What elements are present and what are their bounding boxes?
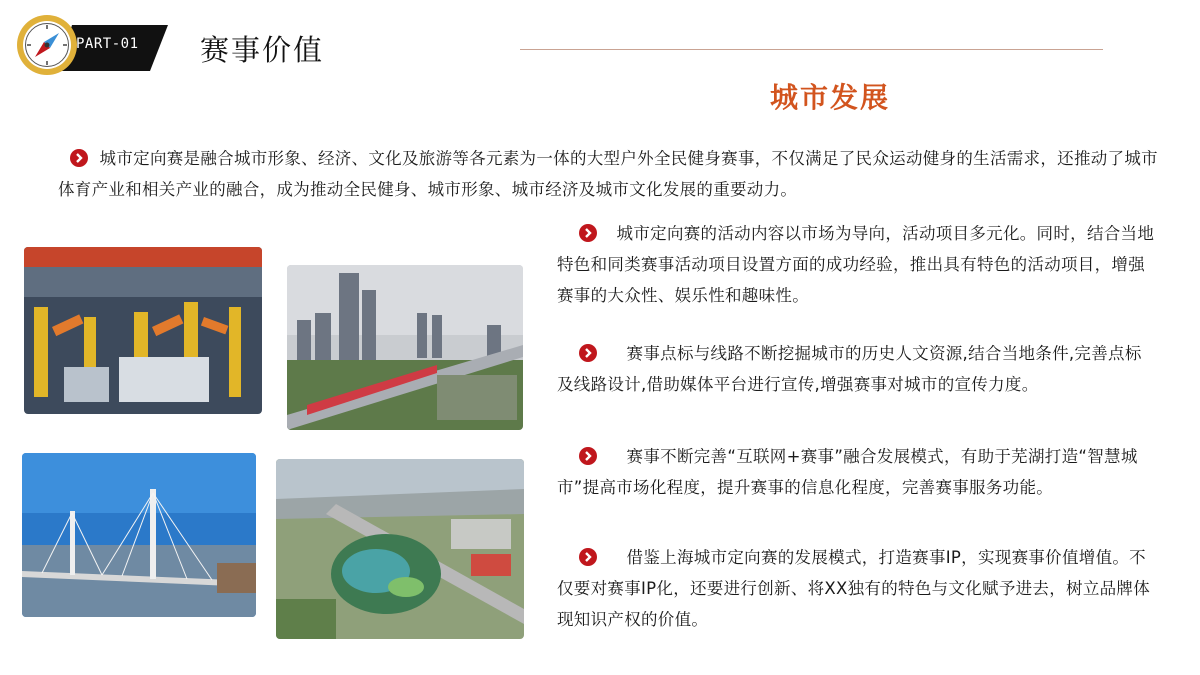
point-text: 赛事点标与线路不断挖掘城市的历史人文资源,结合当地条件,完善点标及线路设计,借助媒体平台进行宣传,增强赛事对城市的宣传力度。: [557, 344, 1142, 394]
point-text: 赛事不断完善“互联网+赛事”融合发展模式，有助于芜湖打造“智慧城市”提高市场化程度，提升赛事的信息化程度，完善赛事服务功能。: [557, 447, 1138, 497]
point-item: [557, 441, 1157, 503]
bridge-photo: [22, 453, 256, 617]
bullet-arrow-icon: [579, 344, 597, 362]
section-heading: 城市发展: [770, 81, 891, 114]
factory-photo: [24, 247, 262, 414]
bullet-arrow-icon: [579, 447, 597, 465]
intro-paragraph: [58, 143, 1158, 205]
point-text: 城市定向赛的活动内容以市场为导向，活动项目多元化。同时，结合当地特色和同类赛事活动项目设置方面的成功经验，推出具有特色的活动项目，增强赛事的大众性、娱乐性和趣味性。: [557, 224, 1155, 305]
bullet-arrow-icon: [579, 548, 597, 566]
point-text: 借鉴上海城市定向赛的发展模式，打造赛事IP，实现赛事价值增值。不仅要对赛事IP化，还要进行创新、将XX独有的特色与文化赋予进去，树立品牌体现知识产权的价值。: [557, 548, 1151, 629]
point-item: [557, 338, 1157, 400]
page-title: 赛事价值: [200, 33, 325, 67]
header-divider: [520, 49, 1103, 50]
city-skyline-photo: [287, 265, 523, 430]
bullet-arrow-icon: [579, 224, 597, 242]
aerial-park-photo: [276, 459, 524, 639]
intro-text: 城市定向赛是融合城市形象、经济、文化及旅游等各元素为一体的大型户外全民健身赛事，不仅满足了民众运动健身的生活需求，还推动了城市体育产业和相关产业的融合，成为推动全民健身、城市形象、城市经济及城市文化发展的重要动力。: [58, 149, 1158, 199]
bullet-arrow-icon: [70, 149, 88, 167]
point-item: [557, 218, 1157, 311]
compass-icon: [16, 14, 78, 76]
point-item: [557, 542, 1157, 635]
part-badge-label: PART-01: [76, 36, 139, 52]
